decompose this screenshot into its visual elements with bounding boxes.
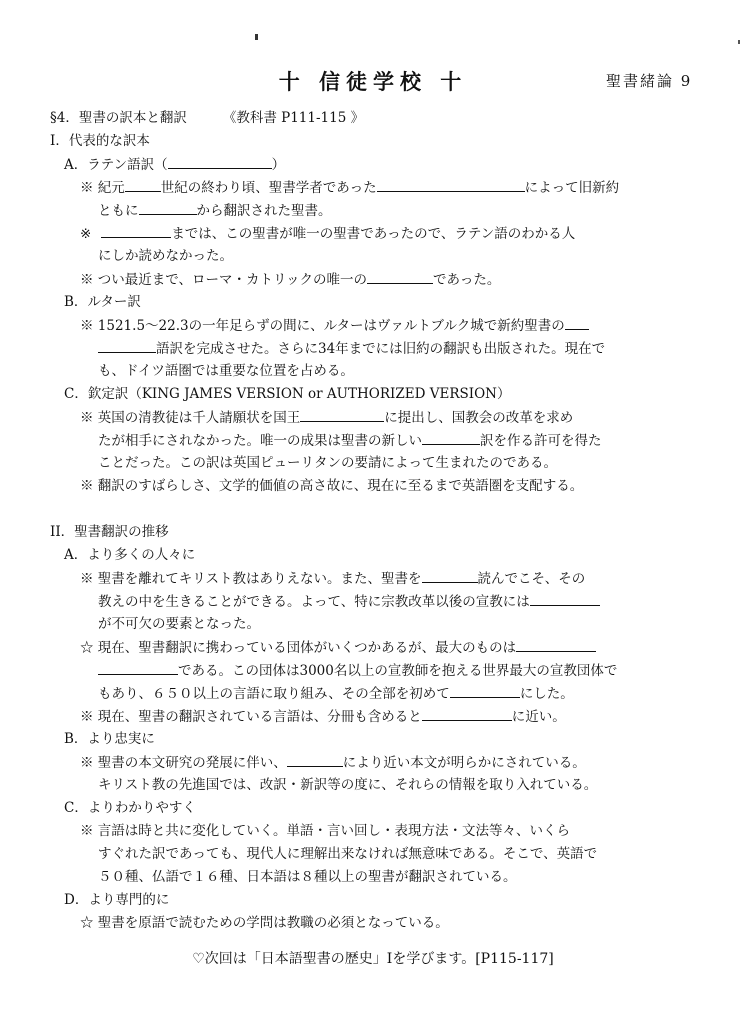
more-people-note-1: ※ 聖書を離れてキリスト教はありえない。また、聖書を 読んでこそ、その	[80, 568, 585, 589]
faithful-heading: B．より忠実に	[64, 731, 155, 747]
more-people-note-1-cont: が不可欠の要素となった。	[98, 616, 260, 632]
luther-note: ※ 1521.5～22.3の一年足らずの間に、ルターはヴァルトブルク城で新約聖書の	[80, 315, 589, 336]
more-people-note-2-cont: である。この団体は3000名以上の宣教師を抱える世界最大の宣教団体で	[98, 660, 617, 681]
section-heading: §4．聖書の訳本と翻訳 《教科書 P111-115 》	[50, 110, 365, 126]
answer-blank[interactable]	[101, 223, 171, 238]
answer-blank[interactable]	[450, 683, 520, 698]
latin-note-1-cont: ともに から翻訳された聖書。	[98, 200, 332, 221]
scan-speck	[738, 40, 740, 44]
answer-blank[interactable]	[98, 660, 178, 675]
more-people-note-1-cont: 教えの中を生きることができる。よって、特に宗教改革以後の宣教には	[98, 591, 600, 612]
answer-blank[interactable]	[422, 568, 478, 583]
answer-blank[interactable]	[422, 430, 480, 445]
latin-note-3: ※ つい最近まで、ローマ・カトリックの唯一の であった。	[80, 269, 500, 290]
faithful-note: ※ 聖書の本文研究の発展に伴い、 により近い本文が明らかにされている。	[80, 752, 586, 773]
luther-note-cont: 語訳を完成させた。さらに34年までには旧約の翻訳も出版された。現在で	[98, 338, 605, 359]
kjv-note-1-cont: たが相手にされなかった。唯一の成果は聖書の新しい 訳を作る許可を得た	[98, 430, 602, 451]
next-lesson-note: ♡次回は「日本語聖書の歴史」Iを学びます。[P115-117]	[192, 951, 554, 967]
kjv-heading: C．欽定訳（KING JAMES VERSION or AUTHORIZED VERSION）	[64, 386, 511, 402]
specialized-heading: D．より専門的に	[64, 892, 170, 908]
scan-speck	[255, 34, 258, 40]
clearer-note-cont: すぐれた訳であっても、現代人に理解出来なければ無意味である。そこで、英語で	[98, 846, 598, 862]
kjv-note-1-cont: ことだった。この訳は英国ピューリタンの要請によって生まれたのである。	[98, 455, 557, 471]
answer-blank[interactable]	[98, 338, 156, 353]
latin-note-2-cont: にしか読めなかった。	[98, 248, 233, 264]
clearer-heading: C．よりわかりやすく	[64, 800, 196, 816]
answer-blank[interactable]	[287, 752, 343, 767]
faithful-note-cont: キリスト教の先進国では、改訳・新訳等の度に、それらの情報を取り入れている。	[98, 777, 598, 793]
more-people-note-2-cont: もあり、６５０以上の言語に取り組み、その全部を初めて にした。	[98, 683, 574, 704]
answer-blank[interactable]	[367, 269, 433, 284]
clearer-note: ※ 言語は時と共に変化していく。単語・言い回し・表現方法・文法等々、いくら	[80, 823, 571, 839]
latin-note-2: ※ までは、この聖書が唯一の聖書であったので、ラテン語のわかる人	[80, 223, 575, 244]
latin-note-1: ※ 紀元 世紀の終わり頃、聖書学者であった によって旧新約	[80, 177, 619, 198]
answer-blank[interactable]	[377, 177, 525, 192]
part1-heading: I．代表的な訳本	[50, 133, 150, 149]
answer-blank[interactable]	[168, 154, 272, 169]
page-title: 十 信徒学校 十	[278, 69, 468, 94]
answer-blank[interactable]	[530, 591, 600, 606]
answer-blank[interactable]	[516, 637, 596, 652]
answer-blank[interactable]	[300, 407, 384, 422]
answer-blank[interactable]	[422, 706, 512, 721]
luther-note-cont: も、ドイツ語圏では重要な位置を占める。	[98, 363, 354, 379]
page-reference: 聖書緒論 9	[606, 72, 693, 90]
answer-blank[interactable]	[125, 177, 161, 192]
textbook-ref: 《教科書 P111-115 》	[222, 110, 365, 126]
part2-heading: II．聖書翻訳の推移	[50, 524, 169, 540]
kjv-note-1: ※ 英国の清教徒は千人請願状を国王 に提出し、国教会の改革を求め	[80, 407, 573, 428]
clearer-note-cont: ５０種、仏語で１６種、日本語は８種以上の聖書が翻訳されている。	[98, 869, 517, 885]
specialized-note: ☆ 聖書を原語で読むための学問は教職の必須となっている。	[80, 915, 449, 931]
more-people-note-3: ※ 現在、聖書の翻訳されている言語は、分冊も含めると に近い。	[80, 706, 566, 727]
kjv-note-2: ※ 翻訳のすばらしさ、文学的価値の高さ故に、現在に至るまで英語圏を支配する。	[80, 478, 584, 494]
luther-heading: B．ルター訳	[64, 294, 141, 310]
answer-blank[interactable]	[139, 200, 197, 215]
latin-heading: A．ラテン語訳（ ）	[64, 154, 285, 175]
more-people-note-2: ☆ 現在、聖書翻訳に携わっている団体がいくつかあるが、最大のものは	[80, 637, 596, 658]
answer-blank[interactable]	[565, 315, 589, 330]
more-people-heading: A．より多くの人々に	[64, 547, 196, 563]
